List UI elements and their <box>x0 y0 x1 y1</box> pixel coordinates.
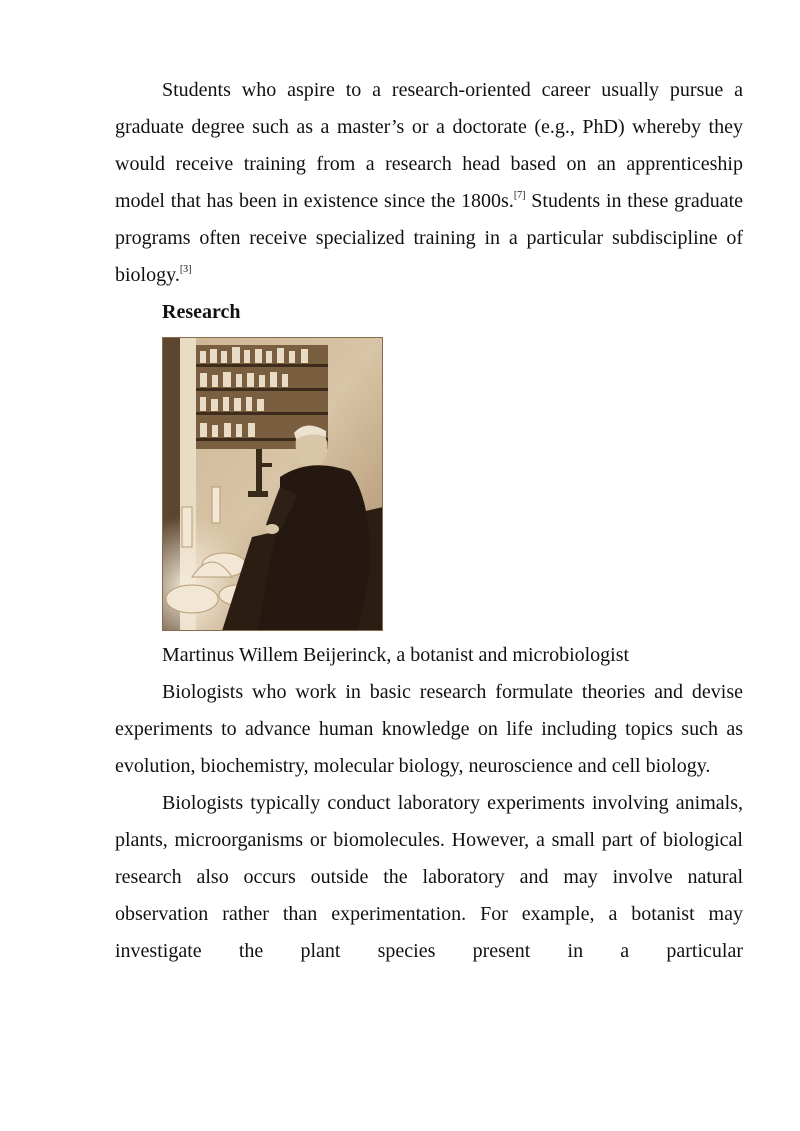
document-page <box>115 72 743 970</box>
citation-ref[interactable]: [7] <box>513 190 526 201</box>
scientist-photo <box>162 337 383 631</box>
paragraph-graduate-training <box>115 72 743 294</box>
section-heading: Research <box>162 301 241 323</box>
paragraph-text: Students who aspire to a research-oriented career usually pursue a graduate degree such as a master’s or a doctorate (e.g., PhD) whereby they would receive training from a research head based on an apprenticeship model that has been in existence since the 1800s. <box>115 79 743 212</box>
paragraph-lab-experiments: Biologists typically conduct laboratory experiments involving animals, plants, microorganisms or biomolecules. However, a small part of biological research also occurs outside the laboratory and may involve natural observation rather than experimentation. For example, a botanist may investigate the plant species present in a particular <box>115 792 743 962</box>
paragraph-text: Students in these graduate programs often receive specialized training in a particular subdiscipline of biology. <box>115 190 744 286</box>
paragraph-basic-research: Biologists who work in basic research formulate theories and devise experiments to advance human knowledge on life including topics such as evolution, biochemistry, molecular biology, neuroscience and cell biology. <box>115 681 743 777</box>
citation-ref[interactable]: [3] <box>179 264 192 275</box>
figure-caption: Martinus Willem Beijerinck, a botanist and microbiologist <box>162 644 630 666</box>
photo-illustration <box>162 337 383 631</box>
